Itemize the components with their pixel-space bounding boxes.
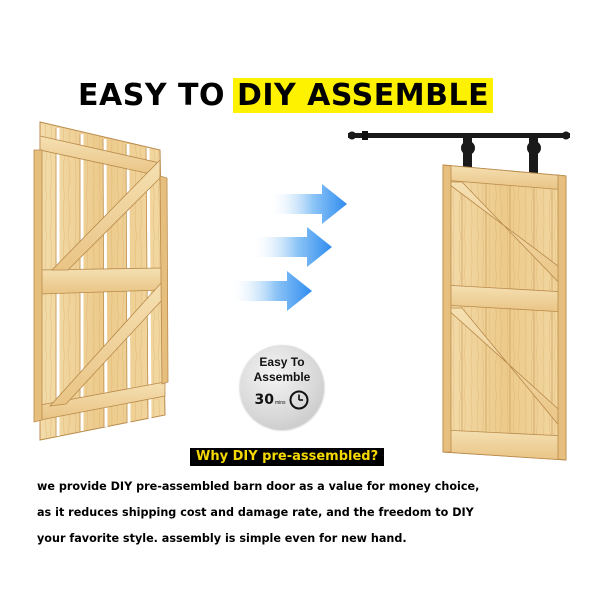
badge-line2: Assemble bbox=[253, 370, 311, 384]
badge-unit: mins bbox=[274, 400, 286, 406]
badge-timer bbox=[240, 389, 324, 411]
description-line: as it reduces shipping cost and damage rate, and the freedom to DIY bbox=[37, 506, 474, 519]
headline-part1: EASY TO bbox=[78, 77, 225, 113]
unassembled-door bbox=[34, 122, 168, 440]
headline-highlight: DIY ASSEMBLE bbox=[233, 78, 493, 113]
description-line: your favorite style. assembly is simple even for new hand. bbox=[37, 532, 407, 545]
description-line: we provide DIY pre-assembled barn door as a value for money choice, bbox=[37, 480, 480, 493]
clock-icon bbox=[288, 389, 310, 411]
description bbox=[37, 474, 577, 552]
easy-assemble-badge bbox=[240, 345, 324, 429]
badge-line1: Easy To bbox=[259, 355, 305, 369]
arrow-icon bbox=[233, 184, 347, 311]
section-title: Why DIY pre-assembled? bbox=[190, 448, 384, 466]
assembled-door bbox=[443, 165, 566, 460]
badge-minutes: 30 bbox=[254, 392, 274, 408]
